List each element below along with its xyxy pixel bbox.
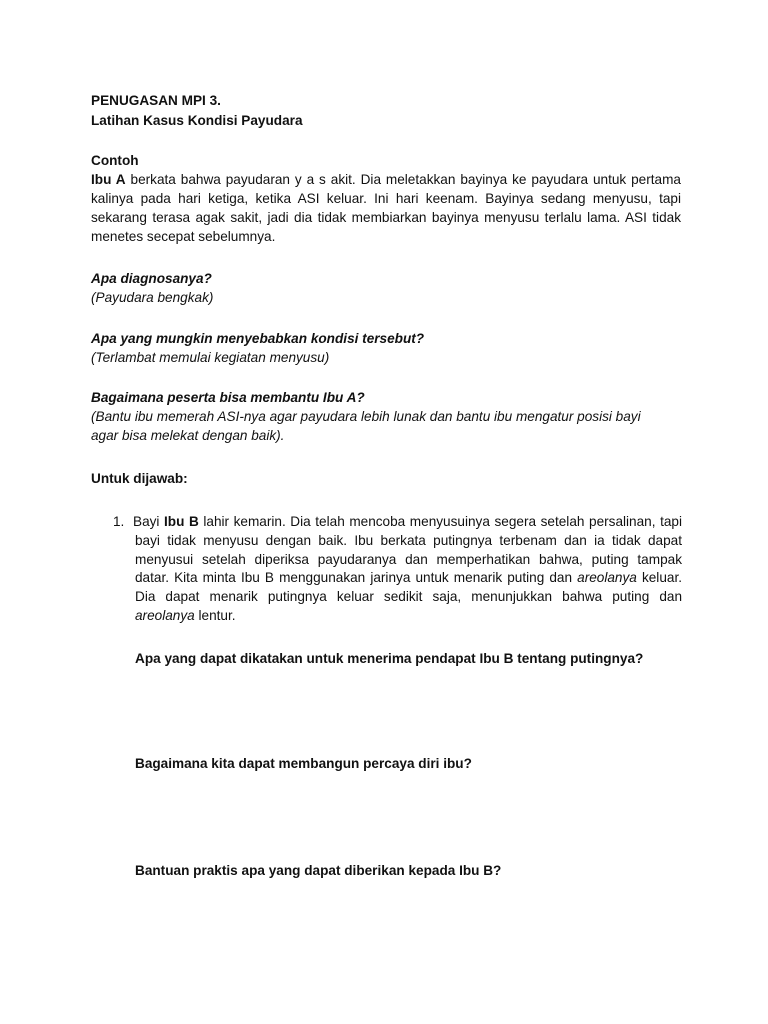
item1-line-5: Dia dapat menarik putingnya keluar sedikit saja, menunjukkan bahwa puting dan xyxy=(135,589,682,604)
example-paragraph-line-1 xyxy=(91,170,681,190)
item1-line-2: bayi tidak menyusu dengan baik. Ibu berkata putingnya terbenam dan ia tidak dapat xyxy=(135,533,682,548)
item1-name: Ibu B xyxy=(164,514,199,529)
example-question-3: Bagaimana peserta bisa membantu Ibu A? xyxy=(91,390,365,405)
example-question-2: Apa yang mungkin menyebabkan kondisi tersebut? xyxy=(91,331,425,346)
item1-line-6: areolanya lentur. xyxy=(135,608,236,623)
example-answer-1: (Payudara bengkak) xyxy=(91,290,214,305)
document-subtitle: Latihan Kasus Kondisi Payudara xyxy=(91,113,303,128)
item1-line-3: menyusui setelah diperiksa payudaranya dan memperhatikan bahwa, puting tampak xyxy=(135,552,682,567)
example-paragraph-line-3: sekarang terasa agak sakit, jadi dia tidak membiarkan bayinya menyusu terlalu lama. ASI tidak xyxy=(91,210,681,225)
item1-line-1: Bayi Ibu B lahir kemarin. Dia telah mencoba menyusuinya segera setelah persalinan, tapi xyxy=(133,514,682,529)
example-paragraph-line-4: menetes secepat sebelumnya. xyxy=(91,229,276,244)
example-answer-3-line-2: agar bisa melekat dengan baik). xyxy=(91,428,285,443)
example-name: Ibu A xyxy=(91,172,126,187)
list-item-number: 1. xyxy=(113,514,125,529)
question-2: Bagaimana kita dapat membangun percaya diri ibu? xyxy=(135,756,472,771)
question-1: Apa yang dapat dikatakan untuk menerima pendapat Ibu B tentang putingnya? xyxy=(135,651,644,666)
example-answer-2: (Terlambat memulai kegiatan menyusu) xyxy=(91,350,330,365)
example-heading: Contoh xyxy=(91,153,139,168)
example-line-1-text: berkata bahwa payudaran y a s akit. Dia meletakkan bayinya ke payudara untuk pertama xyxy=(125,172,681,187)
example-question-1: Apa diagnosanya? xyxy=(91,271,212,286)
example-answer-3-line-1: (Bantu ibu memerah ASI-nya agar payudara lebih lunak dan bantu ibu mengatur posisi bayi xyxy=(91,409,641,424)
assignment-heading: Untuk dijawab: xyxy=(91,471,188,486)
example-paragraph-line-2: kalinya pada hari ketiga, ketika ASI keluar. Ini hari keenam. Bayinya sedang menyusu, tapi xyxy=(91,191,681,206)
item1-line-4: datar. Kita minta Ibu B menggunakan jarinya untuk menarik puting dan areolanya keluar. xyxy=(135,570,682,585)
document-title: PENUGASAN MPI 3. xyxy=(91,93,221,108)
question-3: Bantuan praktis apa yang dapat diberikan kepada Ibu B? xyxy=(135,863,502,878)
